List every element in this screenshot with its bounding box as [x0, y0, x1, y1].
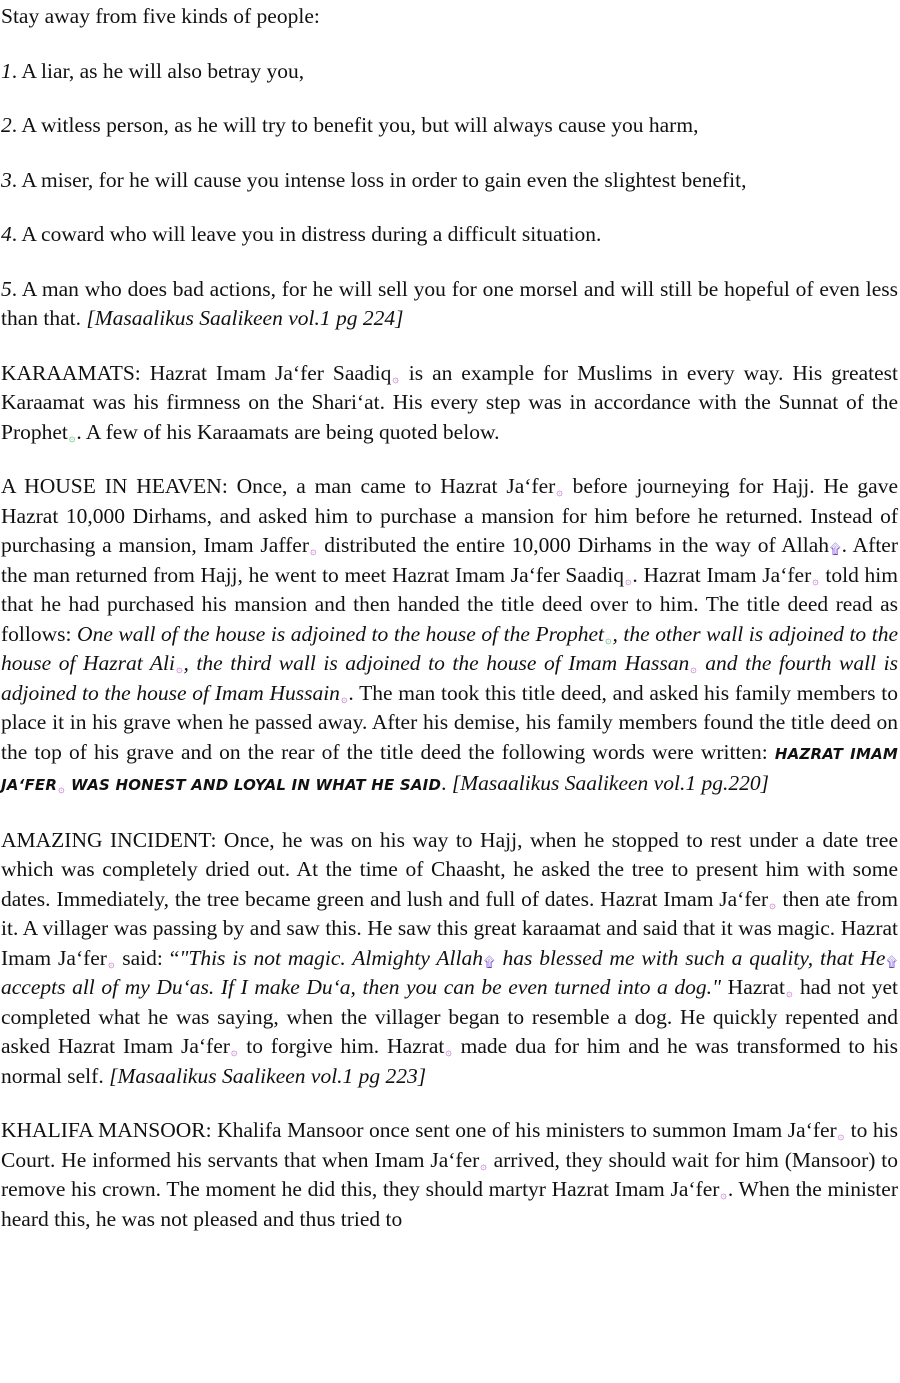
radiallahu-honorific-icon: ۞ — [392, 371, 399, 385]
quote-text: has blessed me with such a quality, that He — [495, 945, 886, 970]
item-number: 4 — [1, 222, 12, 246]
paragraph-khalifa-mansoor — [1, 1116, 898, 1234]
radiallahu-honorific-icon: ۞ — [812, 573, 819, 587]
title-deed-text: and the fourth wall is adjoined to the house of Imam Hussain — [1, 651, 898, 705]
paragraph-amazing-incident — [1, 826, 898, 1092]
quote-text: "This is not magic. Almighty Allah — [179, 945, 483, 970]
paragraph-text: made dua for him and he was transformed to his normal self. — [1, 1034, 898, 1088]
salallahu-honorific-icon: ۞ — [68, 430, 76, 444]
list-item-4 — [1, 220, 898, 250]
reference-citation: [Masaalikus Saalikeen vol.1 pg 223] — [109, 1063, 427, 1088]
radiallahu-honorific-icon: ۞ — [769, 897, 776, 911]
paragraph-text: Hazrat — [721, 975, 785, 999]
radiallahu-honorific-icon: ۞ — [445, 1045, 452, 1058]
paragraph-text: . Hazrat Imam Ja‘fer — [632, 562, 812, 587]
radiallahu-honorific-icon: ۞ — [107, 956, 115, 970]
item-number: 2 — [1, 113, 12, 137]
title-deed-text: , the third wall is adjoined to the house of Imam Hassan — [183, 651, 690, 675]
reference-citation: [Masaalikus Saalikeen vol.1 pg.220] — [451, 771, 769, 795]
paragraph-text: . — [441, 771, 452, 795]
list-item-2 — [1, 111, 898, 141]
allah-honorific-icon: ۩ — [886, 954, 898, 971]
paragraph-text: is an example for Muslims in every way. His greatest Karaamat was his firmness on the Shari‘at. His every step was in accordance with the Sunnat of the Prophet — [1, 360, 898, 444]
item-number: 1 — [1, 58, 12, 83]
radiallahu-honorific-icon: ۞ — [340, 691, 348, 705]
paragraph-text: A HOUSE IN HEAVEN: Once, a man came to Hazrat Ja‘fer — [1, 474, 556, 498]
title-deed-text: One wall of the house is adjoined to the house of the Prophet — [77, 621, 604, 646]
item-text: . A miser, for he will cause you intense loss in order to gain even the slightest benefit, — [11, 167, 747, 192]
paragraph-text: to forgive him. Hazrat — [238, 1034, 445, 1058]
radiallahu-honorific-icon: ۞ — [624, 573, 632, 587]
radiallahu-honorific-icon: ۞ — [58, 782, 65, 795]
item-number: 3 — [1, 167, 12, 192]
paragraph-karaamats — [1, 359, 898, 448]
list-item-3 — [1, 166, 898, 196]
paragraph-text: then ate from it. A villager was passing by and saw this. He saw this great karaamat and said that it was magic. Hazrat Imam Ja‘fer — [1, 886, 898, 970]
allah-honorific-icon: ۩ — [830, 542, 841, 558]
radiallahu-honorific-icon: ۞ — [230, 1045, 238, 1058]
paragraph-text: . The man took this title deed, and asked his family members to place it in his grave when he passed away. After his demise, his family members found the title deed on the top of his grave and on the rear of the title deed the following words were written: — [1, 680, 898, 764]
radiallahu-honorific-icon: ۞ — [690, 662, 697, 675]
list-item-1 — [1, 57, 898, 87]
paragraph-text: . After the man returned from Hajj, he went to meet Hazrat Imam Ja‘fer Saadiq — [1, 533, 898, 587]
item-text: . A liar, as he will also betray you, — [11, 58, 305, 83]
item-number: 5 — [1, 276, 12, 301]
intro-line: Stay away from five kinds of people: — [1, 4, 320, 28]
paragraph-text: had not yet completed what he was saying, when the villager began to resemble a dog. He quickly repented and asked Hazrat Imam Ja‘fer — [1, 975, 898, 1058]
radiallahu-honorific-icon: ۞ — [176, 662, 183, 675]
quote-text: accepts all of my Du‘as. If I make Du‘a, then you can be even turned into a dog." — [1, 975, 722, 999]
paragraph-text: . A few of his Karaamats are being quoted below. — [76, 419, 500, 444]
paragraph-text: distributed the entire 10,000 Dirhams in the way of Allah — [317, 533, 830, 557]
paragraph-text: AMAZING INCIDENT: Once, he was on his way to Hajj, when he stopped to rest under a date tree which was completely dried out. At the time of Chaasht, he asked the tree to present him with some dates. Immediately, the tree became green and lush and full of dates. Hazrat Imam Ja‘fer — [1, 827, 898, 911]
radiallahu-honorific-icon: ۞ — [309, 544, 317, 557]
radiallahu-honorific-icon: ۞ — [556, 485, 563, 498]
radiallahu-honorific-icon: ۞ — [480, 1158, 487, 1172]
allah-honorific-icon: ۩ — [483, 954, 495, 971]
document-page — [0, 2, 900, 1234]
radiallahu-honorific-icon: ۞ — [785, 986, 793, 999]
salallahu-honorific-icon: ۞ — [604, 632, 612, 646]
reference-citation: [Masaalikus Saalikeen vol.1 pg 224] — [86, 306, 404, 330]
paragraph-text: KARAAMATS: Hazrat Imam Ja‘fer Saadiq — [1, 360, 392, 385]
item-text: . A coward who will leave you in distress during a difficult situation. — [11, 222, 602, 246]
paragraph-text: told him that he had purchased his mansion and then handed the title deed over to him. The title deed read as follows: — [1, 562, 898, 646]
paragraph-text: to his Court. He informed his servants that when Imam Ja‘fer — [1, 1118, 898, 1172]
deed-rear-words: WAS HONEST AND LOYAL IN WHAT HE SAID — [65, 776, 442, 794]
paragraph-text: . When the minister heard this, he was not pleased and thus tried to — [1, 1177, 898, 1231]
title-deed-text: , the other wall is adjoined to the house of Hazrat Ali — [1, 621, 898, 675]
deed-rear-words: HAZRAT IMAM JA‘FER — [1, 744, 898, 794]
radiallahu-honorific-icon: ۞ — [837, 1129, 845, 1142]
list-item-5 — [1, 275, 898, 334]
item-text: . A witless person, as he will try to benefit you, but will always cause you harm, — [11, 113, 699, 137]
item-text: . A man who does bad actions, for he will sell you for one morsel and will still be hopeful of even less than that. — [1, 276, 898, 330]
paragraph-text: arrived, they should wait for him (Mansoor) to remove his crown. The moment he did this, they should martyr Hazrat Imam Ja‘fer — [1, 1147, 898, 1201]
radiallahu-honorific-icon: ۞ — [720, 1188, 727, 1201]
paragraph-text: before journeying for Hajj. He gave Hazrat 10,000 Dirhams, and asked him to purchase a mansion for him before he returned. Instead of purchasing a mansion, Imam Jaffer — [1, 474, 898, 557]
paragraph-house-in-heaven — [1, 472, 898, 801]
paragraph-text: said: “ — [115, 945, 180, 970]
paragraph-text: KHALIFA MANSOOR: Khalifa Mansoor once sent one of his ministers to summon Imam Ja‘fer — [1, 1118, 837, 1142]
